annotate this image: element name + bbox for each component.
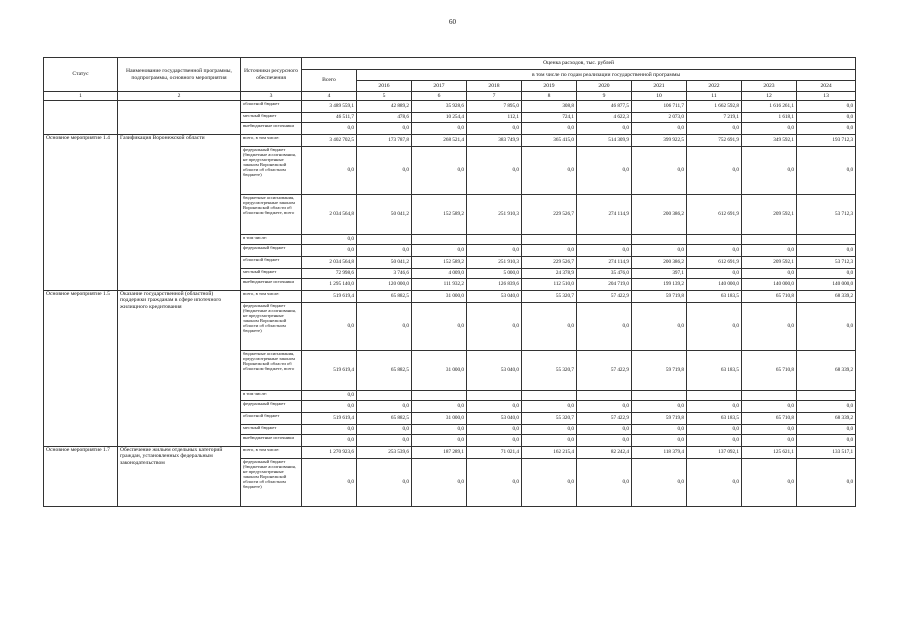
amount-cell: 0,0 <box>467 147 522 195</box>
column-number: 2 <box>118 92 241 101</box>
amount-cell <box>412 391 467 401</box>
amount-cell: 251 910,3 <box>467 195 522 235</box>
amount-cell: 0,0 <box>742 269 797 279</box>
amount-cell: 0,0 <box>742 303 797 351</box>
column-number: 12 <box>742 92 797 101</box>
amount-cell: 0,0 <box>467 245 522 257</box>
amount-cell <box>357 391 412 401</box>
amount-cell: 0,0 <box>302 391 357 401</box>
amount-cell: 0,0 <box>797 269 856 279</box>
budget-table <box>43 57 856 507</box>
header-name: Наименование государственной программы, подпрограммы, основного мероприятия <box>118 58 241 92</box>
amount-cell: 0,0 <box>687 425 742 435</box>
header-by-years: в том числе по годам реализации государственной программы <box>357 70 856 81</box>
amount-cell: 0,0 <box>522 303 577 351</box>
amount-cell: 0,0 <box>357 123 412 135</box>
column-number: 11 <box>687 92 742 101</box>
funding-source: федеральный бюджет (бюджетные ассигнования, не предусмотренные законом Воронежской области об областном бюджете) <box>241 303 302 351</box>
amount-cell: 0,0 <box>467 123 522 135</box>
amount-cell: 3 402 702,5 <box>302 135 357 147</box>
column-number: 4 <box>302 92 357 101</box>
funding-source: местный бюджет <box>241 113 302 123</box>
amount-cell: 57 422,9 <box>577 351 632 391</box>
amount-cell: 63 183,5 <box>687 351 742 391</box>
amount-cell: 0,0 <box>302 235 357 245</box>
amount-cell: 0,0 <box>412 459 467 507</box>
header-total: Всего <box>302 70 357 92</box>
amount-cell: 53 040,0 <box>467 291 522 303</box>
amount-cell: 0,0 <box>797 435 856 447</box>
amount-cell: 0,0 <box>522 245 577 257</box>
amount-cell: 0,0 <box>357 459 412 507</box>
amount-cell: 0,0 <box>522 147 577 195</box>
amount-cell: 268 521,4 <box>412 135 467 147</box>
amount-cell: 65 710,8 <box>742 413 797 425</box>
amount-cell: 365 415,0 <box>522 135 577 147</box>
funding-source: всего, в том числе: <box>241 135 302 147</box>
amount-cell: 50 041,2 <box>357 257 412 269</box>
amount-cell: 68 339,2 <box>797 413 856 425</box>
table-row <box>44 101 856 113</box>
amount-cell: 0,0 <box>797 401 856 413</box>
amount-cell <box>687 391 742 401</box>
amount-cell: 111 932,2 <box>412 279 467 291</box>
amount-cell: 0,0 <box>687 147 742 195</box>
amount-cell: 0,0 <box>302 123 357 135</box>
page-number: 60 <box>449 18 456 26</box>
amount-cell: 519 619,4 <box>302 291 357 303</box>
funding-source: внебюджетные источники <box>241 123 302 135</box>
amount-cell: 0,0 <box>577 303 632 351</box>
amount-cell: 0,0 <box>797 123 856 135</box>
amount-cell: 209 592,1 <box>742 195 797 235</box>
amount-cell: 31 000,0 <box>412 413 467 425</box>
header-year: 2016 <box>357 81 412 92</box>
amount-cell: 0,0 <box>302 303 357 351</box>
amount-cell: 112,1 <box>467 113 522 123</box>
amount-cell: 349 592,1 <box>742 135 797 147</box>
amount-cell: 53 040,0 <box>467 413 522 425</box>
amount-cell: 120 000,0 <box>357 279 412 291</box>
amount-cell: 0,0 <box>577 459 632 507</box>
amount-cell: 137 092,1 <box>687 447 742 459</box>
amount-cell: 0,0 <box>742 435 797 447</box>
amount-cell: 514 309,9 <box>577 135 632 147</box>
amount-cell: 0,0 <box>522 401 577 413</box>
amount-cell: 1 618,1 <box>742 113 797 123</box>
amount-cell: 0,0 <box>522 459 577 507</box>
amount-cell: 0,0 <box>467 425 522 435</box>
amount-cell: 0,0 <box>687 401 742 413</box>
amount-cell: 251 910,3 <box>467 257 522 269</box>
amount-cell: 42 889,2 <box>357 101 412 113</box>
amount-cell: 752 691,9 <box>687 135 742 147</box>
amount-cell: 53 712,3 <box>797 257 856 269</box>
amount-cell: 0,0 <box>687 245 742 257</box>
amount-cell: 10 254,4 <box>412 113 467 123</box>
funding-source: всего, в том числе: <box>241 291 302 303</box>
amount-cell: 0,0 <box>577 147 632 195</box>
amount-cell: 253 539,6 <box>357 447 412 459</box>
amount-cell: 0,0 <box>632 435 687 447</box>
amount-cell: 0,0 <box>687 303 742 351</box>
table-row <box>44 58 856 70</box>
amount-cell: 4 009,0 <box>412 269 467 279</box>
amount-cell <box>687 235 742 245</box>
amount-cell: 0,0 <box>797 425 856 435</box>
funding-source: внебюджетные источники <box>241 279 302 291</box>
amount-cell <box>522 235 577 245</box>
amount-cell: 152 589,2 <box>412 257 467 269</box>
header-year: 2017 <box>412 81 467 92</box>
header-year: 2024 <box>797 81 856 92</box>
amount-cell: 0,0 <box>357 303 412 351</box>
amount-cell: 1 616 261,1 <box>742 101 797 113</box>
amount-cell: 1 295 140,0 <box>302 279 357 291</box>
amount-cell: 0,0 <box>467 303 522 351</box>
amount-cell: 59 719,8 <box>632 351 687 391</box>
amount-cell: 72 998,6 <box>302 269 357 279</box>
amount-cell: 68 339,2 <box>797 351 856 391</box>
amount-cell: 65 710,8 <box>742 351 797 391</box>
amount-cell: 0,0 <box>412 123 467 135</box>
amount-cell: 2 034 564,8 <box>302 257 357 269</box>
column-number: 3 <box>241 92 302 101</box>
funding-source: федеральный бюджет (бюджетные ассигнования, не предусмотренные законом Воронежской области об областном бюджете) <box>241 147 302 195</box>
funding-source: в том числе: <box>241 391 302 401</box>
header-year: 2020 <box>577 81 632 92</box>
amount-cell <box>742 235 797 245</box>
amount-cell: 2 034 564,8 <box>302 195 357 235</box>
amount-cell: 229 526,7 <box>522 257 577 269</box>
funding-source: местный бюджет <box>241 269 302 279</box>
amount-cell: 0,0 <box>522 435 577 447</box>
amount-cell: 125 621,1 <box>742 447 797 459</box>
amount-cell: 2 073,0 <box>632 113 687 123</box>
amount-cell: 162 215,4 <box>522 447 577 459</box>
amount-cell <box>797 235 856 245</box>
header-year: 2019 <box>522 81 577 92</box>
measure-name <box>118 101 241 135</box>
amount-cell: 59 719,8 <box>632 413 687 425</box>
measure-name: Газификация Воронежской области <box>118 135 241 291</box>
amount-cell: 200 386,2 <box>632 257 687 269</box>
amount-cell: 0,0 <box>742 147 797 195</box>
amount-cell <box>632 235 687 245</box>
column-number: 5 <box>357 92 412 101</box>
amount-cell: 0,0 <box>302 245 357 257</box>
amount-cell: 55 320,7 <box>522 291 577 303</box>
amount-cell: 55 320,7 <box>522 413 577 425</box>
amount-cell: 140 000,0 <box>797 279 856 291</box>
amount-cell: 65 882,5 <box>357 413 412 425</box>
amount-cell: 0,0 <box>467 435 522 447</box>
amount-cell: 7 895,0 <box>467 101 522 113</box>
amount-cell: 1 270 923,6 <box>302 447 357 459</box>
amount-cell: 0,0 <box>357 401 412 413</box>
amount-cell: 193 712,3 <box>797 135 856 147</box>
table-row <box>44 447 856 459</box>
header-year: 2018 <box>467 81 522 92</box>
amount-cell: 0,0 <box>632 401 687 413</box>
amount-cell: 126 839,6 <box>467 279 522 291</box>
amount-cell: 0,0 <box>522 123 577 135</box>
amount-cell: 0,0 <box>632 123 687 135</box>
table-row <box>44 135 856 147</box>
header-status: Статус <box>44 58 118 92</box>
amount-cell: 724,1 <box>522 113 577 123</box>
amount-cell: 0,0 <box>467 459 522 507</box>
column-number: 1 <box>44 92 118 101</box>
amount-cell: 152 589,2 <box>412 195 467 235</box>
amount-cell: 0,0 <box>412 435 467 447</box>
amount-cell <box>632 391 687 401</box>
amount-cell: 0,0 <box>577 401 632 413</box>
amount-cell: 229 526,7 <box>522 195 577 235</box>
funding-source: местный бюджет <box>241 425 302 435</box>
amount-cell <box>522 391 577 401</box>
amount-cell: 0,0 <box>302 435 357 447</box>
amount-cell: 519 619,4 <box>302 413 357 425</box>
status-cell <box>44 101 118 135</box>
amount-cell: 112 510,0 <box>522 279 577 291</box>
amount-cell: 1 662 592,8 <box>687 101 742 113</box>
amount-cell: 383 749,9 <box>467 135 522 147</box>
amount-cell: 199 139,2 <box>632 279 687 291</box>
amount-cell: 3 746,6 <box>357 269 412 279</box>
amount-cell: 57 422,9 <box>577 413 632 425</box>
amount-cell: 0,0 <box>412 425 467 435</box>
amount-cell: 0,0 <box>467 401 522 413</box>
amount-cell: 57 422,9 <box>577 291 632 303</box>
amount-cell: 0,0 <box>797 303 856 351</box>
measure-name: Обеспечение жильем отдельных категорий граждан, установленных федеральным законодательством <box>118 447 241 507</box>
column-number: 7 <box>467 92 522 101</box>
amount-cell: 308,8 <box>522 101 577 113</box>
amount-cell: 46 877,5 <box>577 101 632 113</box>
column-number: 10 <box>632 92 687 101</box>
amount-cell: 71 021,4 <box>467 447 522 459</box>
header-estimate: Оценка расходов, тыс. рублей <box>302 58 856 70</box>
amount-cell: 35 928,6 <box>412 101 467 113</box>
amount-cell: 478,6 <box>357 113 412 123</box>
amount-cell <box>577 235 632 245</box>
amount-cell: 0,0 <box>632 245 687 257</box>
status-cell: Основное мероприятие 1.7 <box>44 447 118 507</box>
amount-cell: 0,0 <box>302 401 357 413</box>
amount-cell: 133 517,1 <box>797 447 856 459</box>
amount-cell: 187 289,1 <box>412 447 467 459</box>
amount-cell: 0,0 <box>577 123 632 135</box>
funding-source: областной бюджет <box>241 257 302 269</box>
amount-cell: 0,0 <box>687 435 742 447</box>
amount-cell: 612 691,9 <box>687 257 742 269</box>
measure-name: Оказание государственной (областной) поддержки гражданам в сфере ипотечного жилищного кредитования <box>118 291 241 447</box>
funding-source: внебюджетные источники <box>241 435 302 447</box>
column-number: 13 <box>797 92 856 101</box>
amount-cell: 31 000,0 <box>412 351 467 391</box>
amount-cell: 399 922,5 <box>632 135 687 147</box>
amount-cell: 4 622,3 <box>577 113 632 123</box>
amount-cell: 24 378,9 <box>522 269 577 279</box>
amount-cell: 0,0 <box>412 245 467 257</box>
amount-cell: 0,0 <box>632 147 687 195</box>
header-source: Источники ресурсного обеспечения <box>241 58 302 92</box>
column-number: 9 <box>577 92 632 101</box>
amount-cell: 0,0 <box>687 459 742 507</box>
amount-cell: 0,0 <box>632 303 687 351</box>
amount-cell: 0,0 <box>412 303 467 351</box>
amount-cell: 65 710,8 <box>742 291 797 303</box>
amount-cell: 0,0 <box>742 425 797 435</box>
amount-cell: 68 339,2 <box>797 291 856 303</box>
amount-cell: 274 114,9 <box>577 257 632 269</box>
funding-source: областной бюджет <box>241 413 302 425</box>
amount-cell: 7 219,1 <box>687 113 742 123</box>
amount-cell: 35 476,0 <box>577 269 632 279</box>
amount-cell: 0,0 <box>302 147 357 195</box>
funding-source: в том числе: <box>241 235 302 245</box>
amount-cell: 0,0 <box>687 123 742 135</box>
amount-cell: 274 114,9 <box>577 195 632 235</box>
amount-cell: 5 000,0 <box>467 269 522 279</box>
amount-cell: 50 041,2 <box>357 195 412 235</box>
column-number: 6 <box>412 92 467 101</box>
amount-cell <box>357 235 412 245</box>
amount-cell: 397,1 <box>632 269 687 279</box>
amount-cell: 59 719,8 <box>632 291 687 303</box>
amount-cell: 46 511,7 <box>302 113 357 123</box>
amount-cell: 0,0 <box>797 101 856 113</box>
amount-cell: 612 691,9 <box>687 195 742 235</box>
amount-cell: 0,0 <box>632 425 687 435</box>
amount-cell: 200 386,2 <box>632 195 687 235</box>
amount-cell: 0,0 <box>302 459 357 507</box>
amount-cell: 140 000,0 <box>687 279 742 291</box>
amount-cell: 53 040,0 <box>467 351 522 391</box>
amount-cell: 0,0 <box>742 459 797 507</box>
amount-cell: 0,0 <box>357 425 412 435</box>
funding-source: федеральный бюджет (бюджетные ассигнования, не предусмотренные законом Воронежской области об областном бюджете) <box>241 459 302 507</box>
header-year: 2023 <box>742 81 797 92</box>
funding-source: бюджетные ассигнования, предусмотренные законом Воронежской области об областном бюджете, всего <box>241 351 302 391</box>
amount-cell: 0,0 <box>687 269 742 279</box>
amount-cell: 65 882,5 <box>357 291 412 303</box>
amount-cell: 209 592,1 <box>742 257 797 269</box>
amount-cell <box>467 391 522 401</box>
funding-source: федеральный бюджет <box>241 401 302 413</box>
amount-cell: 173 787,8 <box>357 135 412 147</box>
amount-cell: 0,0 <box>797 147 856 195</box>
amount-cell: 65 882,5 <box>357 351 412 391</box>
amount-cell: 63 183,5 <box>687 291 742 303</box>
column-number: 8 <box>522 92 577 101</box>
header-year: 2021 <box>632 81 687 92</box>
funding-source: областной бюджет <box>241 101 302 113</box>
amount-cell: 0,0 <box>742 123 797 135</box>
amount-cell: 519 619,4 <box>302 351 357 391</box>
header-year: 2022 <box>687 81 742 92</box>
amount-cell <box>412 235 467 245</box>
amount-cell: 0,0 <box>357 435 412 447</box>
funding-source: всего, в том числе: <box>241 447 302 459</box>
amount-cell: 0,0 <box>302 425 357 435</box>
amount-cell <box>467 235 522 245</box>
amount-cell <box>742 391 797 401</box>
funding-source: бюджетные ассигнования, предусмотренные законом Воронежской области об областном бюджете, всего <box>241 195 302 235</box>
amount-cell: 0,0 <box>522 425 577 435</box>
table-row <box>44 92 856 101</box>
amount-cell: 0,0 <box>797 245 856 257</box>
funding-source: федеральный бюджет <box>241 245 302 257</box>
amount-cell: 55 320,7 <box>522 351 577 391</box>
amount-cell: 0,0 <box>632 459 687 507</box>
amount-cell: 140 000,0 <box>742 279 797 291</box>
amount-cell <box>577 391 632 401</box>
amount-cell: 0,0 <box>357 245 412 257</box>
amount-cell: 0,0 <box>797 113 856 123</box>
amount-cell: 0,0 <box>577 435 632 447</box>
amount-cell: 118 379,4 <box>632 447 687 459</box>
amount-cell: 0,0 <box>742 245 797 257</box>
amount-cell: 204 719,0 <box>577 279 632 291</box>
status-cell: Основное мероприятие 1.5 <box>44 291 118 447</box>
amount-cell: 0,0 <box>412 401 467 413</box>
amount-cell: 63 183,5 <box>687 413 742 425</box>
amount-cell: 0,0 <box>357 147 412 195</box>
status-cell: Основное мероприятие 1.4 <box>44 135 118 291</box>
amount-cell: 0,0 <box>577 245 632 257</box>
amount-cell: 0,0 <box>797 459 856 507</box>
amount-cell: 53 712,3 <box>797 195 856 235</box>
amount-cell <box>797 391 856 401</box>
amount-cell: 31 000,0 <box>412 291 467 303</box>
amount-cell: 0,0 <box>577 425 632 435</box>
amount-cell: 0,0 <box>742 401 797 413</box>
amount-cell: 82 242,4 <box>577 447 632 459</box>
amount-cell: 106 711,7 <box>632 101 687 113</box>
amount-cell: 3 489 559,1 <box>302 101 357 113</box>
amount-cell: 0,0 <box>412 147 467 195</box>
table-row <box>44 291 856 303</box>
